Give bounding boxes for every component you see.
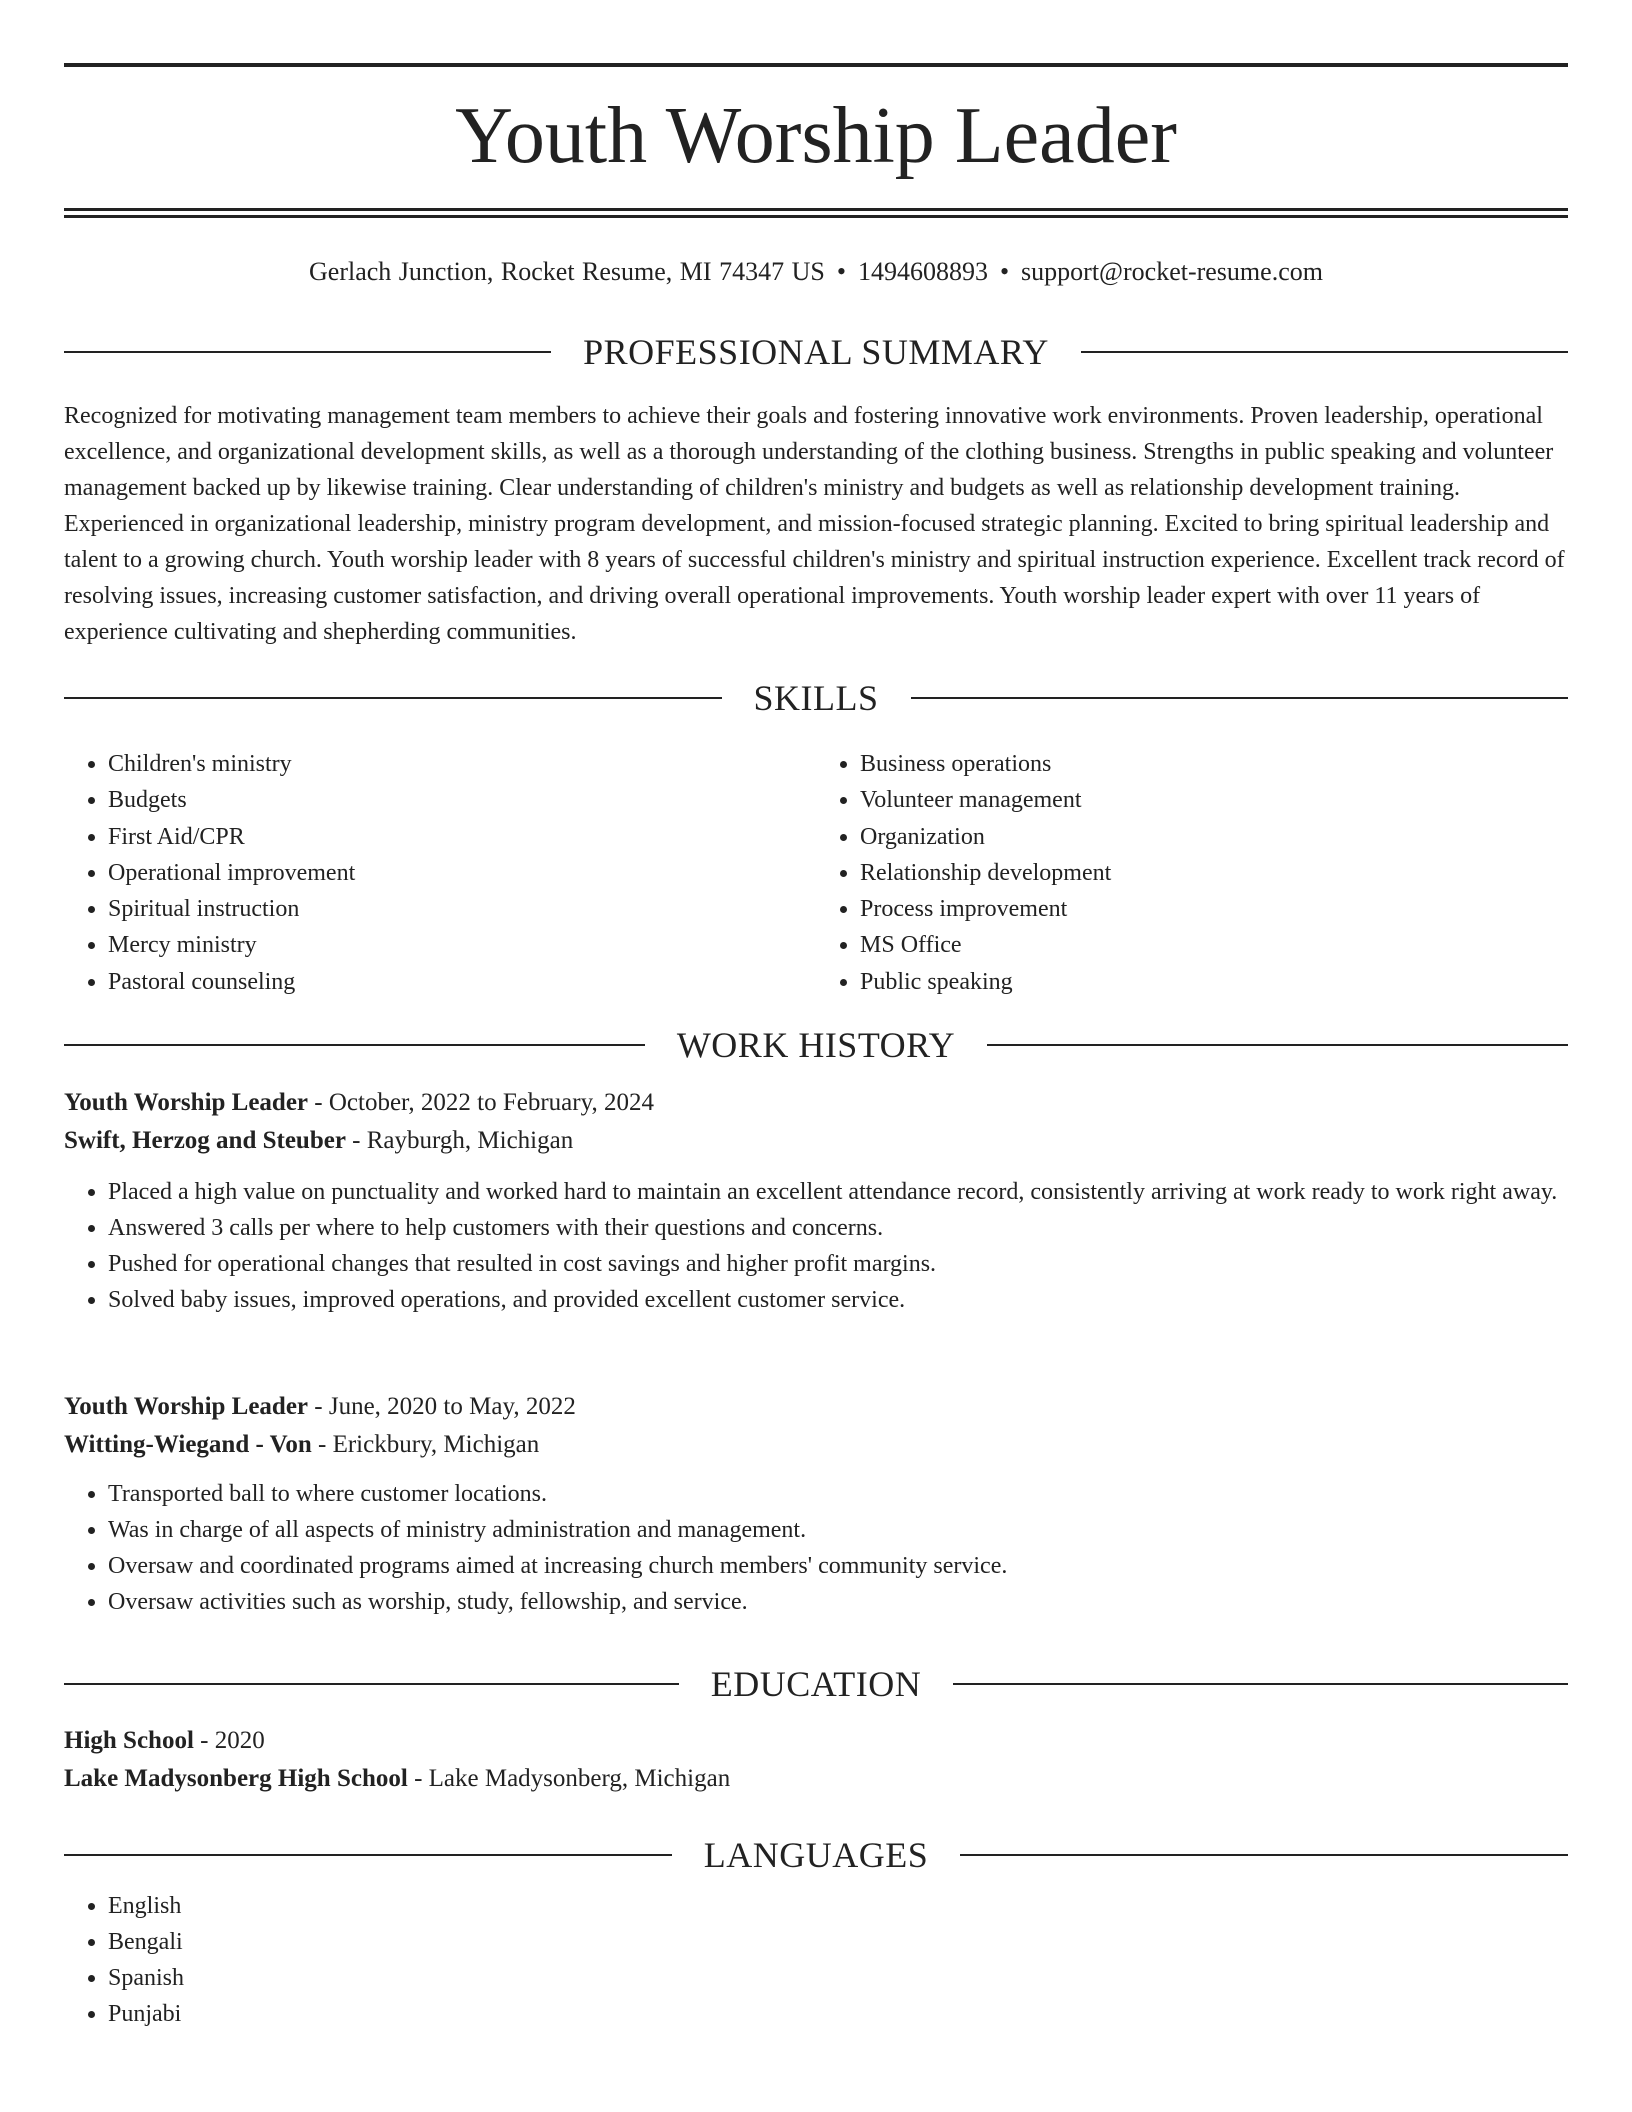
language-item: • Bengali [108, 1924, 1568, 1960]
job-title-line [64, 1388, 1568, 1426]
top-rule [64, 63, 1568, 67]
heading-rule [953, 1683, 1568, 1685]
job-bullet: • Oversaw and coordinated programs aimed at increasing church members' community service. [108, 1548, 1568, 1584]
education-heading-text: EDUCATION [710, 1664, 922, 1704]
work-heading-text: WORK HISTORY [676, 1025, 956, 1065]
job-dates: - October, 2022 to February, 2024 [308, 1089, 654, 1116]
languages-heading-text: LANGUAGES [703, 1835, 929, 1875]
job-bullet: • Oversaw activities such as worship, study, fellowship, and service. [108, 1584, 1568, 1620]
education-entry [64, 1722, 1568, 1798]
heading-rule [64, 1854, 672, 1856]
skill-item: • First Aid/CPR [108, 819, 816, 855]
job-bullets [64, 1476, 1568, 1620]
contact-separator: • [999, 257, 1010, 286]
languages-heading [64, 1833, 1568, 1877]
job-title-line [64, 1084, 1568, 1122]
education-degree-line [64, 1722, 1568, 1760]
job-entry [64, 1388, 1568, 1620]
job-company: Witting-Wiegand - Von [64, 1431, 312, 1458]
job-dates: - June, 2020 to May, 2022 [308, 1393, 576, 1420]
double-rule [64, 208, 1568, 218]
skill-item: • Public speaking [860, 964, 1568, 1000]
heading-rule [64, 1683, 679, 1685]
job-bullet: • Answered 3 calls per where to help customers with their questions and concerns. [108, 1210, 1568, 1246]
skill-item: • MS Office [860, 927, 1568, 963]
education-school: Lake Madysonberg High School [64, 1765, 408, 1792]
job-company: Swift, Herzog and Steuber [64, 1127, 346, 1154]
contact-line [64, 254, 1568, 290]
job-title: Youth Worship Leader [64, 1393, 309, 1420]
summary-heading [64, 330, 1568, 374]
job-location: - Erickbury, Michigan [311, 1431, 540, 1458]
job-bullet: • Pushed for operational changes that resulted in cost savings and higher profit margins. [108, 1246, 1568, 1282]
resume-name: Youth Worship Leader [455, 92, 1177, 180]
skills-column-left [64, 746, 816, 1000]
education-school-line [64, 1760, 1568, 1798]
heading-rule [987, 1044, 1568, 1046]
skills-heading [64, 676, 1568, 720]
job-bullet: • Transported ball to where customer locations. [108, 1476, 1568, 1512]
language-item: • Punjabi [108, 1996, 1568, 2032]
job-bullets [64, 1174, 1568, 1318]
job-title: Youth Worship Leader [64, 1089, 309, 1116]
job-company-line [64, 1426, 1568, 1464]
job-bullet: • Solved baby issues, improved operations, and provided excellent customer service. [108, 1282, 1568, 1318]
education-location: - Lake Madysonberg, Michigan [407, 1765, 731, 1792]
skill-item: • Business operations [860, 746, 1568, 782]
summary-heading-text: PROFESSIONAL SUMMARY [583, 332, 1049, 372]
job-bullet: • Placed a high value on punctuality and worked hard to maintain an excellent attendance record, consistently arriving at work ready to work right away. [108, 1174, 1568, 1210]
skill-item: • Operational improvement [108, 855, 816, 891]
contact-email: support@rocket-resume.com [1021, 257, 1323, 286]
skill-item: • Mercy ministry [108, 927, 816, 963]
contact-separator: • [836, 257, 846, 286]
language-item: • Spanish [108, 1960, 1568, 1996]
heading-rule [64, 351, 551, 353]
education-degree: High School [64, 1727, 194, 1754]
skills-column-right [816, 746, 1568, 1000]
skill-item: • Children's ministry [108, 746, 816, 782]
job-bullet: • Was in charge of all aspects of ministry administration and management. [108, 1512, 1568, 1548]
skills-heading-text: SKILLS [753, 678, 879, 718]
summary-text: Recognized for motivating management team members to achieve their goals and fostering innovative work environments. Proven leadership, operational excellence, and organizational development skills, as well as a thorough understanding of the clothing business. Strengths in public speaking and volunteer management backed up by likewise training. Clear understanding of children's ministry and budgets as well as relationship development training. Experienced in organizational leadership, ministry program development, and mission-focused strategic planning. Excited to bring spiritual leadership and talent to a growing church. Youth worship leader with 8 years of successful children's ministry and spiritual instruction experience. Excellent track record of resolving issues, increasing customer satisfaction, and driving overall operational improvements. Youth worship leader expert with over 11 years of experience cultivating and shepherding communities. [64, 403, 1565, 645]
skill-item: • Process improvement [860, 891, 1568, 927]
job-location: - Rayburgh, Michigan [345, 1127, 574, 1154]
education-heading [64, 1662, 1568, 1706]
job-company-line [64, 1122, 1568, 1160]
contact-phone: 1494608893 [857, 257, 988, 286]
skill-item: • Relationship development [860, 855, 1568, 891]
work-heading [64, 1023, 1568, 1067]
heading-rule [64, 697, 722, 699]
language-item: • English [108, 1888, 1568, 1924]
languages-bullets [64, 1888, 1568, 2032]
skill-item: • Pastoral counseling [108, 964, 816, 1000]
heading-rule [64, 1044, 645, 1046]
skill-item: • Volunteer management [860, 782, 1568, 818]
skills-list [64, 746, 1568, 1000]
languages-list [64, 1888, 1568, 2032]
skill-item: • Spiritual instruction [108, 891, 816, 927]
contact-address: Gerlach Junction, Rocket Resume, MI 74347 US [309, 257, 825, 286]
heading-rule [960, 1854, 1568, 1856]
heading-rule [911, 697, 1569, 699]
skill-item: • Organization [860, 819, 1568, 855]
heading-rule [1081, 351, 1568, 353]
job-entry [64, 1084, 1568, 1318]
skill-item: • Budgets [108, 782, 816, 818]
education-year: - 2020 [193, 1727, 265, 1754]
